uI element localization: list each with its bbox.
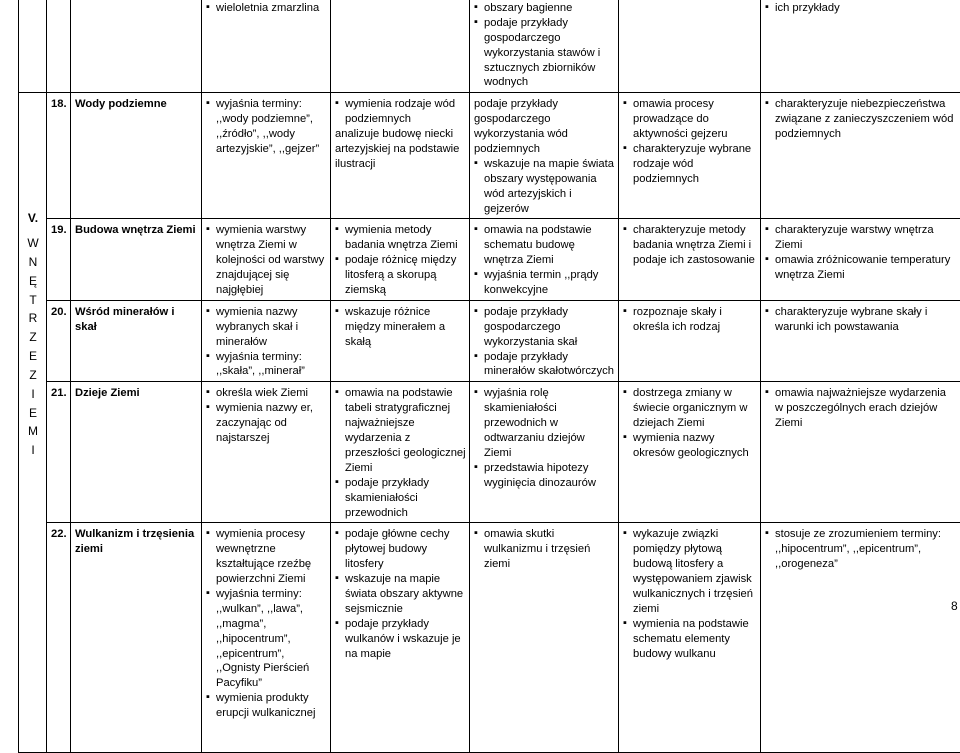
rows.3.c4-item: ▪ wymienia nazwy okresów geologicznych — [623, 431, 757, 461]
rows.2.c1-item: ▪ wymienia nazwy wybranych skał i minerałów — [206, 305, 327, 350]
rows.3.c3-item: ▪ wyjaśnia rolę skamieniałości przewodnich w odtwarzaniu dziejów Ziemi — [474, 386, 615, 460]
rows.4.c5-item: ▪ stosuje ze zrozumieniem terminy: ,,hipocentrum”, ,,epicentrum”, ,,orogeneza” — [765, 527, 957, 572]
requirement-cell-c3 — [470, 219, 619, 300]
rows.3.c1-item: ▪ określa wiek Ziemi — [206, 386, 327, 401]
requirement-cell-c1 — [202, 300, 331, 381]
lesson-number: 19. — [47, 219, 71, 300]
requirement-cell-c4 — [619, 523, 761, 753]
rows.0.c2-item: analizuje budowę niecki artezyjskiej na podstawie ilustracji — [335, 127, 466, 172]
rows.0.c2-item: ▪ wymienia rodzaje wód podziemnych — [335, 97, 466, 127]
lesson-topic: Wulkanizm i trzęsienia ziemi — [71, 523, 202, 753]
lesson-topic: Budowa wnętrza Ziemi — [71, 219, 202, 300]
rows.4.c2-item: ▪ wskazuje na mapie świata obszary aktywne sejsmicznie — [335, 572, 466, 617]
rows.1.c2-item: ▪ podaje różnicę między litosferą a skorupą ziemską — [335, 253, 466, 298]
rows.4.c1-item: ▪ wymienia procesy wewnętrzne kształtujące rzeźbę powierzchni Ziemi — [206, 527, 327, 587]
requirement-cell-c3 — [470, 382, 619, 523]
requirement-cell-c3 — [470, 93, 619, 219]
top-cell-2 — [202, 0, 331, 93]
rows.1.c3-item: ▪ wyjaśnia termin ,,prądy konwekcyjne — [474, 268, 615, 298]
section-title-letter: Z — [23, 366, 43, 385]
lesson-topic: Wody podziemne — [71, 93, 202, 219]
rows.3.c2-item: ▪ podaje przykłady skamieniałości przewodnich — [335, 476, 466, 521]
table-row — [19, 219, 960, 300]
section-title-letter: N — [23, 253, 43, 272]
top-list-item: ▪ obszary bagienne — [474, 1, 615, 16]
requirement-cell-c4 — [619, 300, 761, 381]
rows.4.c1-item: ▪ wymienia produkty erupcji wulkanicznej — [206, 691, 327, 721]
requirement-cell-c4 — [619, 382, 761, 523]
section-title-letter: M — [23, 422, 43, 441]
table-body — [19, 0, 960, 753]
rows.1.c3-item: ▪ omawia na podstawie schematu budowę wnętrza Ziemi — [474, 223, 615, 268]
section-title-letter: Z — [23, 328, 43, 347]
rows.2.c2-item: ▪ wskazuje różnice między minerałem a skałą — [335, 305, 466, 350]
section-title-letter: I — [23, 385, 43, 404]
rows.4.c4-item: ▪ wymienia na podstawie schematu elementy budowy wulkanu — [623, 617, 757, 662]
requirement-cell-c2 — [331, 382, 470, 523]
requirement-cell-c5 — [761, 219, 960, 300]
rows.4.c4-item: ▪ wykazuje związki pomiędzy płytową budową litosfery a występowaniem zjawisk wulkanicznych i trzęsień ziemi — [623, 527, 757, 616]
rows.2.c4-item: ▪ rozpoznaje skały i określa ich rodzaj — [623, 305, 757, 335]
lesson-number: 21. — [47, 382, 71, 523]
table-row — [19, 300, 960, 381]
rows.4.c3-item: ▪ omawia skutki wulkanizmu i trzęsień ziemi — [474, 527, 615, 572]
rows.0.c4-item: ▪ charakteryzuje wybrane rodzaje wód podziemnych — [623, 142, 757, 187]
requirement-cell-c5 — [761, 300, 960, 381]
requirement-cell-c5 — [761, 93, 960, 219]
requirement-cell-c1 — [202, 93, 331, 219]
requirement-cell-c4 — [619, 93, 761, 219]
section-title-letter: R — [23, 309, 43, 328]
requirement-cell-c1 — [202, 219, 331, 300]
lesson-number: 22. — [47, 523, 71, 753]
table-row — [19, 523, 960, 753]
section-title-letter: T — [23, 291, 43, 310]
section-title-letter: E — [23, 404, 43, 423]
requirement-cell-c2 — [331, 219, 470, 300]
rows.0.c4-item: ▪ omawia procesy prowadzące do aktywności gejzeru — [623, 97, 757, 142]
requirement-cell-c2 — [331, 93, 470, 219]
rows.3.c1-item: ▪ wymienia nazwy er, zaczynając od najstarszej — [206, 401, 327, 446]
requirement-cell-c4 — [619, 219, 761, 300]
rows.2.c5-item: ▪ charakteryzuje wybrane skały i warunki ich powstawania — [765, 305, 957, 335]
rows.3.c3-item: ▪ przedstawia hipotezy wyginięcia dinozaurów — [474, 461, 615, 491]
section-title-letter: Ę — [23, 272, 43, 291]
rows.3.c4-item: ▪ dostrzega zmiany w świecie organicznym w dziejach Ziemi — [623, 386, 757, 431]
rows.0.c3-item: ▪ wskazuje na mapie świata obszary występowania wód artezyjskich i gejzerów — [474, 157, 615, 217]
rows.4.c2-item: ▪ podaje główne cechy płytowej budowy litosfery — [335, 527, 466, 572]
section-number: V. — [23, 209, 43, 228]
rows.1.c5-item: ▪ omawia zróżnicowanie temperatury wnętrza Ziemi — [765, 253, 957, 283]
rows.4.c2-item: ▪ podaje przykłady wulkanów i wskazuje je na mapie — [335, 617, 466, 662]
requirement-cell-c1 — [202, 382, 331, 523]
rows.3.c5-item: ▪ omawia najważniejsze wydarzenia w poszczególnych erach dziejów Ziemi — [765, 386, 957, 431]
section-title-letter: W — [23, 234, 43, 253]
requirement-cell-c3 — [470, 300, 619, 381]
requirement-cell-c1 — [202, 523, 331, 753]
rows.0.c1-item: ▪ wyjaśnia terminy: ,,wody podziemne”, ,,źródło”, ,,wody artezyjskie”, ,,gejzer” — [206, 97, 327, 157]
table-row — [19, 93, 960, 219]
rows.1.c2-item: ▪ wymienia metody badania wnętrza Ziemi — [335, 223, 466, 253]
top-list-item: ▪ wieloletnia zmarzlina — [206, 1, 327, 16]
lesson-number: 20. — [47, 300, 71, 381]
curriculum-table — [18, 0, 960, 753]
table-row — [19, 382, 960, 523]
section-title-letter: E — [23, 347, 43, 366]
requirement-cell-c2 — [331, 300, 470, 381]
requirement-cell-c5 — [761, 523, 960, 753]
rows.1.c5-item: ▪ charakteryzuje warstwy wnętrza Ziemi — [765, 223, 957, 253]
top-list-item: ▪ podaje przykłady gospodarczego wykorzystania stawów i sztucznych zbiorników wodnych — [474, 16, 615, 90]
top-cell-6 — [761, 0, 960, 93]
rows.2.c1-item: ▪ wyjaśnia terminy: ,,skała”, ,,minerał” — [206, 350, 327, 380]
page-number: 8 — [951, 599, 958, 615]
rows.2.c3-item: ▪ podaje przykłady minerałów skałotwórczych — [474, 350, 615, 380]
rows.1.c4-item: ▪ charakteryzuje metody badania wnętrza Ziemi i podaje ich zastosowanie — [623, 223, 757, 268]
top-cell-4 — [470, 0, 619, 93]
rows.4.c1-item: ▪ wyjaśnia terminy: ,,wulkan”, ,,lawa”, ,,magma”, ,,hipocentrum”, ,,epicentrum”, ,,Ognisty Pierścień Pacyfiku” — [206, 587, 327, 691]
rows.0.c5-item: ▪ charakteryzuje niebezpieczeństwa związane z zanieczyszczeniem wód podziemnych — [765, 97, 957, 142]
rows.2.c3-item: ▪ podaje przykłady gospodarczego wykorzystania skał — [474, 305, 615, 350]
top-list-item: ▪ ich przykłady — [765, 1, 957, 16]
requirement-cell-c2 — [331, 523, 470, 753]
rows.0.c3-item: podaje przykłady gospodarczego wykorzystania wód podziemnych — [474, 97, 615, 157]
lesson-topic: Wśród minerałów i skał — [71, 300, 202, 381]
requirement-cell-c5 — [761, 382, 960, 523]
table-row-top — [19, 0, 960, 93]
rows.3.c2-item: ▪ omawia na podstawie tabeli stratygraficznej najważniejsze wydarzenia z przeszłości geologicznej Ziemi — [335, 386, 466, 475]
lesson-number: 18. — [47, 93, 71, 219]
section-title-cell — [19, 93, 47, 753]
section-title-letter: I — [23, 441, 43, 460]
lesson-topic: Dzieje Ziemi — [71, 382, 202, 523]
requirement-cell-c3 — [470, 523, 619, 753]
rows.1.c1-item: ▪ wymienia warstwy wnętrza Ziemi w kolejności od warstwy znajdującej się najgłębiej — [206, 223, 327, 297]
